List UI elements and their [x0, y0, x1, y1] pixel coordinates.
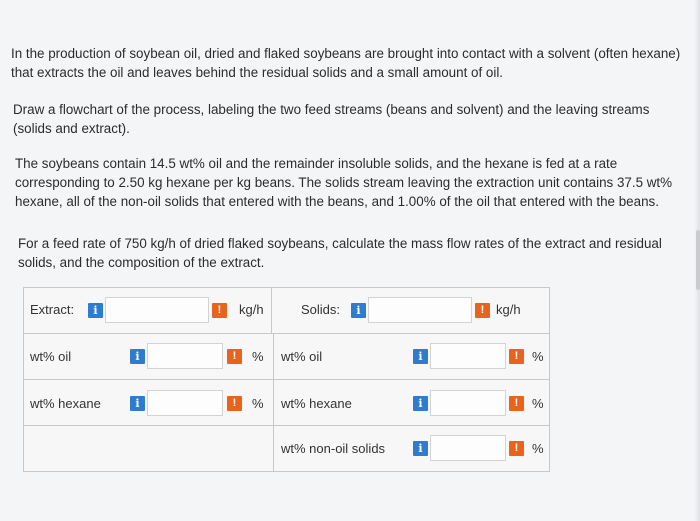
scrollbar[interactable]: [696, 230, 700, 290]
solids-hexane-unit: %: [532, 396, 544, 411]
solids-hexane-input[interactable]: [430, 390, 506, 416]
info-icon[interactable]: i: [351, 303, 366, 318]
warning-icon: !: [212, 303, 227, 318]
extract-oil-unit: %: [252, 349, 264, 364]
solids-oil-label: wt% oil: [281, 349, 323, 364]
warning-icon: !: [227, 349, 242, 364]
solids-unit: kg/h: [496, 302, 521, 317]
warning-icon: !: [509, 396, 524, 411]
table-col-divider: [273, 333, 274, 472]
solids-oil-input[interactable]: [430, 343, 506, 369]
table-row-divider: [24, 425, 549, 426]
extract-unit: kg/h: [239, 302, 264, 317]
solids-nonoil-unit: %: [532, 441, 544, 456]
solids-flow-input[interactable]: [368, 297, 472, 323]
solids-nonoil-label: wt% non-oil solids: [281, 441, 386, 456]
info-icon[interactable]: i: [413, 349, 428, 364]
problem-paragraph-flowchart: Draw a flowchart of the process, labeling the two feed streams (beans and solvent) and the leaving streams (solids and extract).: [13, 102, 650, 136]
warning-icon: !: [227, 396, 242, 411]
warning-icon: !: [509, 441, 524, 456]
solids-hexane-label: wt% hexane: [281, 396, 352, 411]
info-icon[interactable]: i: [130, 349, 145, 364]
solids-nonoil-input[interactable]: [430, 435, 506, 461]
info-icon[interactable]: i: [413, 396, 428, 411]
warning-icon: !: [475, 303, 490, 318]
table-row-divider: [24, 379, 549, 380]
info-icon[interactable]: i: [130, 396, 145, 411]
answer-table: [23, 287, 550, 472]
extract-hexane-label: wt% hexane: [30, 396, 101, 411]
extract-flow-input[interactable]: [105, 297, 209, 323]
problem-paragraph-intro: In the production of soybean oil, dried and flaked soybeans are brought into contact with a solvent (often hexane) that extracts the oil and leaves behind the residual solids and a small amount of oil.: [11, 46, 681, 80]
extract-hexane-input[interactable]: [147, 390, 223, 416]
problem-paragraph-data: The soybeans contain 14.5 wt% oil and the remainder insoluble solids, and the hexane is fed at a rate corresponding to 2.50 kg hexane per kg beans. The solids stream leaving the extraction unit contains 37.5 wt% hexane, all of the non-oil solids that entered with the beans, and 1.00% of the oil that entered with the beans.: [15, 156, 673, 209]
info-icon[interactable]: i: [88, 303, 103, 318]
info-icon[interactable]: i: [413, 441, 428, 456]
solids-oil-unit: %: [532, 349, 544, 364]
problem-paragraph-question: For a feed rate of 750 kg/h of dried flaked soybeans, calculate the mass flow rates of the extract and residual solids, and the composition of the extract.: [18, 236, 662, 270]
extract-hexane-unit: %: [252, 396, 264, 411]
solids-label: Solids:: [301, 302, 341, 317]
warning-icon: !: [509, 349, 524, 364]
extract-oil-input[interactable]: [147, 343, 223, 369]
table-row-divider: [24, 333, 549, 334]
extract-label: Extract:: [30, 302, 75, 317]
extract-oil-label: wt% oil: [30, 349, 72, 364]
table-col-divider: [271, 288, 272, 333]
